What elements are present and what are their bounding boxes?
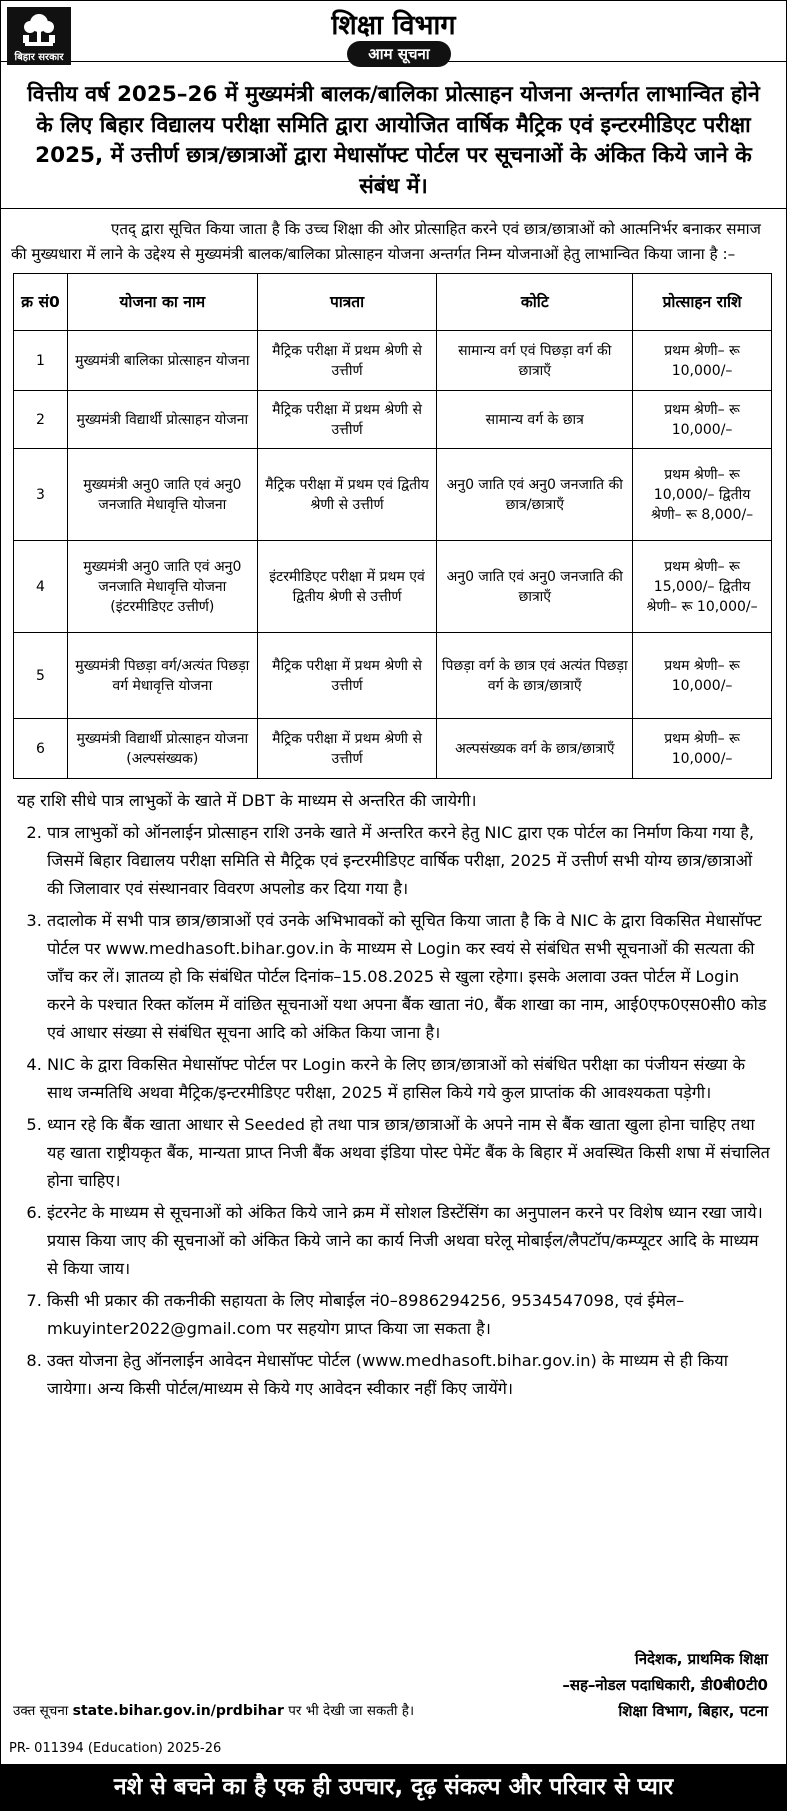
cell-serial: 5 — [14, 633, 68, 719]
cell-amount: प्रथम श्रेणी– रू 10,000/– — [633, 633, 772, 719]
cell-amount: प्रथम श्रेणी– रू 15,000/– द्वितीय श्रेणी– रू 10,000/– — [633, 541, 772, 633]
table-row — [14, 449, 772, 541]
cell-scheme-name: मुख्यमंत्री विद्यार्थी प्रोत्साहन योजना (अल्पसंख्यक) — [67, 719, 257, 779]
header-serial: क्र सं0 — [14, 274, 68, 331]
table-row — [14, 331, 772, 391]
cell-category: पिछड़ा वर्ग के छात्र एवं अत्यंत पिछड़ा वर्ग के छात्र/छात्राएँ — [437, 633, 633, 719]
pr-number: PR- 011394 (Education) 2025-26 — [9, 1741, 222, 1756]
cell-scheme-name: मुख्यमंत्री विद्यार्थी प्रोत्साहन योजना — [67, 391, 257, 449]
point-6: 6. इंटरनेट के माध्यम से सूचनाओं को अंकित किये जाने क्रम में सोशल डिस्टेंसिंग का अनुपालन करने पर विशेष ध्यान रखा जाये। प्रयास किया जाए की सूचनाओं को अंकित किये जाने का कार्य निजी अथवा घरेलू मोबाईल/लैपटॉप/कम्प्यूटर आदि के माध्यम से किया जाय। — [47, 1199, 770, 1283]
cell-serial: 3 — [14, 449, 68, 541]
notice-header — [1, 1, 786, 62]
point-3: 3. तदालोक में सभी पात्र छात्र/छात्राओं एवं उनके अभिभावकों को सूचित किया जाता है कि वे NIC के द्वारा विकसित मेधासॉफ्ट पोर्टल पर www.medhasoft.bihar.gov.in के माध्यम से Login कर स्वयं से संबंधित सभी सूचनाओं की सत्यता की जाँच कर लें। ज्ञातव्य हो कि संबंधित पोर्टल दिनांक–15.08.2025 से खुला रहेगा। इसके अलावा उक्त पोर्टल में Login करने के पश्चात रिक्त कॉलम में वांछित सूचनाओं यथा अपना बैंक खाता नं0, बैंक शाखा का नाम, आई0एफ0एस0सी0 कोड एवं आधार संख्या से संबंधित सूचना आदि को अंकित किया जाना है। — [47, 907, 770, 1047]
scheme-table — [13, 273, 772, 779]
cell-eligibility: मैट्रिक परीक्षा में प्रथम श्रेणी से उत्तीर्ण — [257, 331, 437, 391]
point-8: 8. उक्त योजना हेतु ऑनलाईन आवेदन मेधासॉफ्ट पोर्टल (www.medhasoft.bihar.gov.in) के माध्यम से ही किया जायेगा। अन्य किसी पोर्टल/माध्यम से किये गए आवेदन स्वीकार नहीं किए जायेंगे। — [47, 1347, 770, 1403]
point-5: 5. ध्यान रहे कि बैंक खाता आधार से Seeded हो तथा पात्र छात्र/छात्राओं के अपने नाम से बैंक खाता खुला होना चाहिए तथा यह खाता राष्ट्रीयकृत बैंक, मान्यता प्राप्त निजी बैंक अथवा इंडिया पोस्ट पेमेंट बैंक के बिहार में अवस्थित किसी शषा में संचालित होना चाहिए। — [47, 1111, 770, 1195]
cell-eligibility: मैट्रिक परीक्षा में प्रथम एवं द्वितीय श्रेणी से उत्तीर्ण — [257, 449, 437, 541]
cell-scheme-name: मुख्यमंत्री पिछड़ा वर्ग/अत्यंत पिछड़ा वर्ग मेधावृत्ति योजना — [67, 633, 257, 719]
cell-eligibility: इंटरमीडिएट परीक्षा में प्रथम एवं द्वितीय श्रेणी से उत्तीर्ण — [257, 541, 437, 633]
table-row — [14, 719, 772, 779]
cell-amount: प्रथम श्रेणी– रू 10,000/– — [633, 331, 772, 391]
cell-serial: 1 — [14, 331, 68, 391]
cell-amount: प्रथम श्रेणी– रू 10,000/– द्वितीय श्रेणी– रू 8,000/– — [633, 449, 772, 541]
cell-serial: 2 — [14, 391, 68, 449]
header-amount: प्रोत्साहन राशि — [633, 274, 772, 331]
header-category: कोटि — [437, 274, 633, 331]
header-eligibility: पात्रता — [257, 274, 437, 331]
signatory-office: शिक्षा विभाग, बिहार, पटना — [618, 1702, 768, 1720]
point-1: यह राशि सीधे पात्र लाभुकों के खाते में DBT के माध्यम से अन्तरित की जायेगी। — [17, 791, 477, 810]
notice-web-note — [13, 1701, 414, 1719]
cell-amount: प्रथम श्रेणी– रू 10,000/– — [633, 719, 772, 779]
cell-eligibility: मैट्रिक परीक्षा में प्रथम श्रेणी से उत्तीर्ण — [257, 719, 437, 779]
signature-block — [562, 1646, 768, 1724]
cell-scheme-name: मुख्यमंत्री अनु0 जाति एवं अनु0 जनजाति मेधावृत्ति योजना — [67, 449, 257, 541]
cell-category: अनु0 जाति एवं अनु0 जनजाति की छात्र/छात्राएँ — [437, 449, 633, 541]
cell-eligibility: मैट्रिक परीक्षा में प्रथम श्रेणी से उत्तीर्ण — [257, 633, 437, 719]
note-suffix: पर भी देखी जा सकती है। — [288, 1703, 415, 1719]
instruction-list — [1, 819, 786, 1403]
header-scheme-name: योजना का नाम — [67, 274, 257, 331]
cell-category: अनु0 जाति एवं अनु0 जनजाति की छात्राएँ — [437, 541, 633, 633]
notice-subject: वित्तीय वर्ष 2025–26 में मुख्यमंत्री बालक/बालिका प्रोत्साहन योजना अन्तर्गत लाभान्वित होने के लिए बिहार विद्यालय परीक्षा समिति द्वारा आयोजित वार्षिक मैट्रिक एवं इन्टरमीडिएट परीक्षा 2025, में उत्तीर्ण छात्र/छात्राओं द्वारा मेधासॉफ्ट पोर्टल पर सूचनाओं के अंकित किये जाने के संबंध में। — [1, 62, 786, 209]
point-2: 2. पात्र लाभुकों को ऑनलाईन प्रोत्साहन राशि उनके खाते में अन्तरित करने हेतु NIC द्वारा एक पोर्टल का निर्माण किया गया है, जिसमें बिहार विद्यालय परीक्षा समिति से मैट्रिक एवं इन्टरमीडिएट वार्षिक परीक्षा, 2025 में उत्तीर्ण सभी योग्य छात्र/छात्राओं की जिलावार एवं संस्थानवार विवरण अपलोड कर दिया गया है। — [47, 819, 770, 903]
table-row — [14, 633, 772, 719]
point-4: 4. NIC के द्वारा विकसित मेधासॉफ्ट पोर्टल पर Login करने के लिए छात्र/छात्राओं को संबंधित परीक्षा का पंजीयन संख्या के साथ जन्मतिथि अथवा मैट्रिक/इन्टरमीडिएट परीक्षा, 2025 में हासिल किये गये कुल प्राप्तांक की आवश्यकता पड़ेगी। — [47, 1051, 770, 1107]
note-url-link[interactable]: state.bihar.gov.in/prdbihar — [72, 1703, 284, 1719]
signatory-role: –सह–नोडल पदाधिकारी, डी0बी0टी0 — [562, 1676, 768, 1694]
table-row — [14, 391, 772, 449]
note-prefix: उक्त सूचना — [13, 1703, 69, 1719]
cell-serial: 4 — [14, 541, 68, 633]
cell-amount: प्रथम श्रेणी– रू 10,000/– — [633, 391, 772, 449]
table-header-row — [14, 274, 772, 331]
cell-scheme-name: मुख्यमंत्री अनु0 जाति एवं अनु0 जनजाति मेधावृत्ति योजना (इंटरमीडिएट उत्तीर्ण) — [67, 541, 257, 633]
intro-paragraph — [1, 209, 786, 271]
notice-type-badge: आम सूचना — [347, 41, 451, 67]
cell-serial: 6 — [14, 719, 68, 779]
point-7: 7. किसी भी प्रकार की तकनीकी सहायता के लिए मोबाईल नं0–8986294256, 9534547098, एवं ईमेल–mkuyinter2022@gmail.com पर सहयोग प्राप्त किया जा सकता है। — [47, 1287, 770, 1343]
footer-slogan: नशे से बचने का है एक ही उपचार, दृढ़ संकल्प और परिवार से प्यार — [1, 1764, 786, 1810]
cell-eligibility: मैट्रिक परीक्षा में प्रथम श्रेणी से उत्तीर्ण — [257, 391, 437, 449]
signatory-title: निदेशक, प्राथमिक शिक्षा — [634, 1650, 768, 1668]
cell-category: अल्पसंख्यक वर्ग के छात्र/छात्राएँ — [437, 719, 633, 779]
table-row — [14, 541, 772, 633]
department-title: शिक्षा विभाग — [331, 10, 456, 41]
intro-text: एतद् द्वारा सूचित किया जाता है कि उच्च शिक्षा की ओर प्रोत्साहित करने एवं छात्र/छात्राओं को आत्मनिर्भर बनाकर समाज की मुख्यधारा में लाने के उद्देश्य से मुख्यमंत्री बालक/बालिका प्रोत्साहन योजना अन्तर्गत निम्न योजनाओं हेतु लाभान्वित किया जाना है :– — [11, 220, 761, 263]
cell-category: सामान्य वर्ग के छात्र — [437, 391, 633, 449]
logo-caption: बिहार सरकार — [14, 52, 64, 63]
cell-category: सामान्य वर्ग एवं पिछड़ा वर्ग की छात्राएँ — [437, 331, 633, 391]
cell-scheme-name: मुख्यमंत्री बालिका प्रोत्साहन योजना — [67, 331, 257, 391]
